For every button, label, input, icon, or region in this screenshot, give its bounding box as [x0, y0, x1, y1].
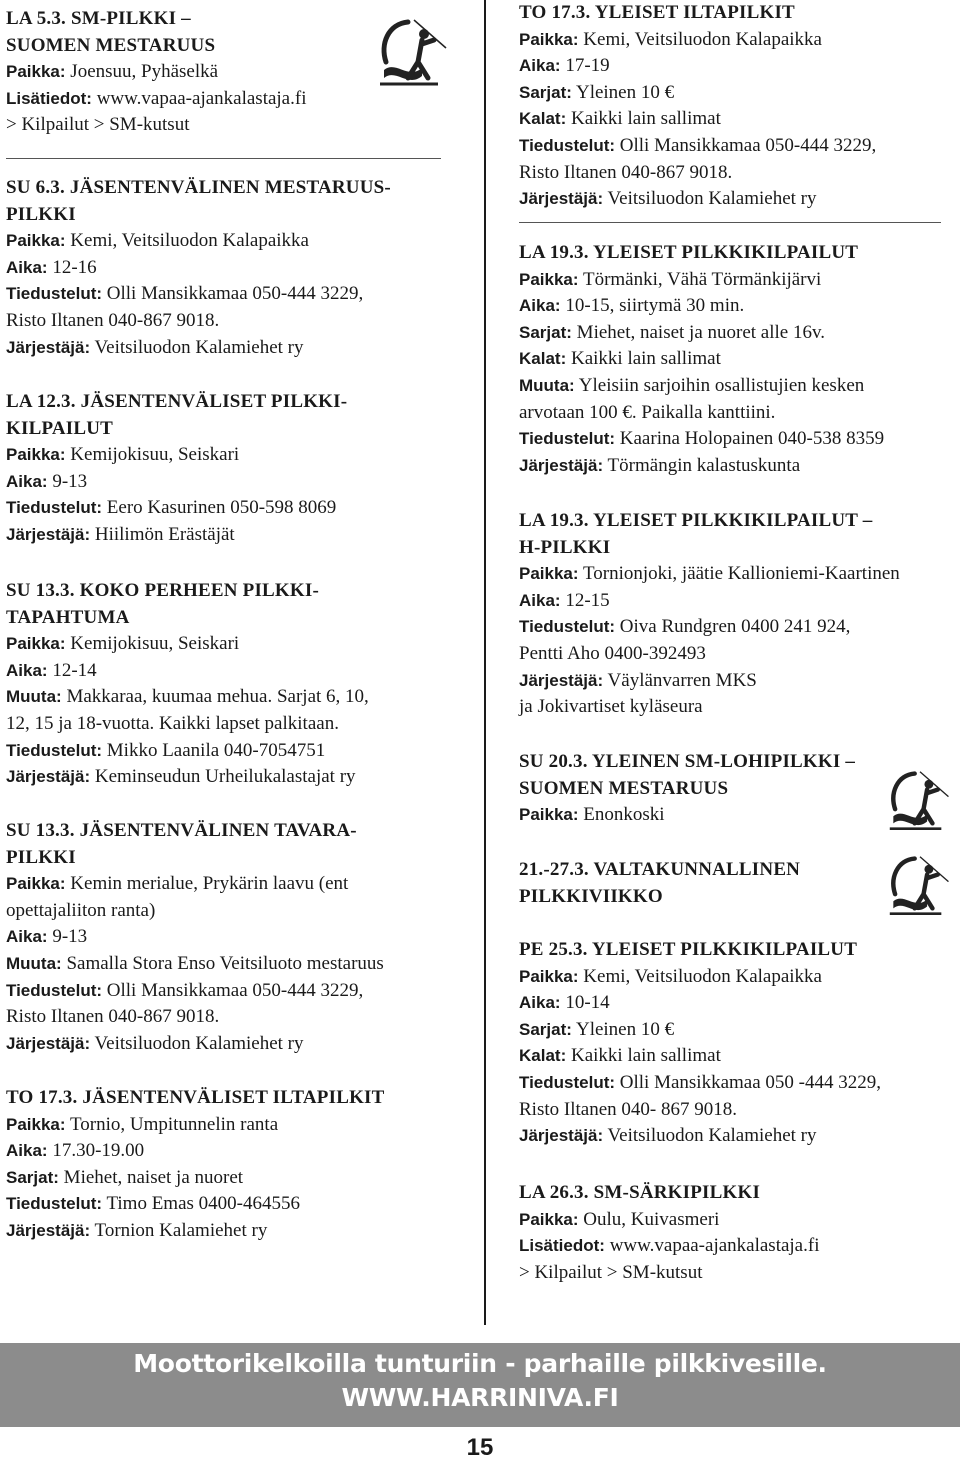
- field-value: Veitsiluodon Kalamiehet ry: [94, 336, 304, 358]
- field-label: Järjestäjä:: [6, 524, 91, 544]
- section-divider: [519, 222, 941, 223]
- field-label: Paikka:: [6, 62, 66, 82]
- field-value: Eero Kasurinen 050-598 8069: [106, 497, 337, 519]
- field-value: Makkaraa, kuumaa mehua. Sarjat 6, 10,: [66, 686, 369, 708]
- field-value: Olli Mansikkamaa 050-444 3229,: [106, 283, 364, 305]
- event-detail: [519, 346, 884, 373]
- event-detail: [519, 1207, 819, 1234]
- event-detail: [6, 495, 347, 522]
- field-label: Tiedustelut:: [519, 1072, 616, 1092]
- event-detail: [6, 442, 347, 469]
- event-detail: [519, 1233, 819, 1260]
- field-label: Aika:: [519, 590, 561, 610]
- field-label: Paikka:: [6, 1114, 66, 1134]
- event-title: PILKKI: [6, 203, 76, 225]
- field-label: Tiedustelut:: [6, 498, 103, 518]
- event-detail: [6, 1031, 384, 1058]
- field-value: 10-14: [565, 992, 610, 1014]
- field-label: Paikka:: [519, 564, 579, 584]
- event-detail: [519, 1260, 819, 1287]
- event-detail: [6, 112, 306, 139]
- field-label: Järjestäjä:: [519, 455, 604, 475]
- event-detail: [519, 293, 884, 320]
- event-title: SU 13.3. JÄSENTENVÄLINEN TAVARA-: [6, 820, 357, 841]
- field-label: Järjestäjä:: [6, 337, 91, 357]
- field-value: > Kilpailut > SM-kutsut: [519, 1261, 703, 1283]
- event-detail: [519, 133, 876, 160]
- field-label: Muuta:: [6, 953, 62, 973]
- event-detail: [519, 1017, 881, 1044]
- field-value: Joensuu, Pyhäselkä: [70, 61, 219, 83]
- field-value: Oulu, Kuivasmeri: [583, 1208, 720, 1230]
- event-entry: [6, 578, 369, 791]
- field-value: Kemi, Veitsiluodon Kalapaikka: [70, 230, 309, 252]
- event-detail: [519, 267, 884, 294]
- event-detail: [519, 426, 884, 453]
- field-value: Kemin merialue, Prykärin laavu (ent: [70, 873, 349, 895]
- event-detail: [6, 1112, 385, 1139]
- event-title: TO 17.3. JÄSENTENVÄLISET ILTAPILKIT: [6, 1087, 385, 1108]
- event-title: PILKKIVIIKKO: [519, 885, 663, 907]
- event-entry: [6, 6, 306, 139]
- field-value: 9-13: [52, 470, 88, 492]
- field-value: Hiilimön Erästäjät: [94, 523, 235, 545]
- field-value: Tornio, Umpitunnelin ranta: [69, 1113, 279, 1135]
- event-title: LA 5.3. SM-PILKKI –: [6, 8, 191, 29]
- event-detail: [519, 53, 876, 80]
- event-detail: [519, 453, 884, 480]
- ice-fisher-icon: [888, 855, 952, 924]
- event-entry: [6, 818, 384, 1057]
- field-label: Paikka:: [6, 231, 66, 251]
- field-value: Kaikki lain sallimat: [570, 348, 721, 370]
- field-label: Järjestäjä:: [6, 1220, 91, 1240]
- event-title: SUOMEN MESTARUUS: [6, 34, 216, 56]
- event-title: LA 19.3. YLEISET PILKKIKILPAILUT –: [519, 510, 873, 531]
- event-detail: [519, 400, 884, 427]
- event-detail: [6, 59, 306, 86]
- field-value: 12-16: [52, 256, 97, 278]
- field-value: Veitsiluodon Kalamiehet ry: [94, 1032, 304, 1054]
- field-label: Tiedustelut:: [519, 429, 616, 449]
- field-value: Keminseudun Urheilukalastajat ry: [94, 766, 356, 788]
- field-value: Samalla Stora Enso Veitsiluoto mestaruus: [66, 952, 384, 974]
- ad-banner: [0, 1343, 960, 1427]
- field-label: Paikka:: [6, 445, 66, 465]
- column-divider: [484, 0, 486, 1325]
- event-detail: [6, 631, 369, 658]
- field-label: Aika:: [519, 56, 561, 76]
- field-label: Muuta:: [6, 687, 62, 707]
- field-label: Paikka:: [6, 634, 66, 654]
- event-detail: [6, 522, 347, 549]
- event-title: PILKKI: [6, 846, 76, 868]
- event-detail: [6, 86, 306, 113]
- field-value: Risto Iltanen 040-867 9018.: [6, 309, 220, 331]
- event-detail: [6, 281, 391, 308]
- field-value: Mikko Laanila 040-7054751: [106, 739, 326, 761]
- field-value: Veitsiluodon Kalamiehet ry: [607, 1125, 817, 1147]
- field-label: Aika:: [6, 1141, 48, 1161]
- field-value: Risto Iltanen 040-867 9018.: [6, 1006, 220, 1028]
- event-title: LA 12.3. JÄSENTENVÄLISET PILKKI-: [6, 391, 348, 412]
- event-entry: [519, 240, 884, 479]
- event-detail: [519, 106, 876, 133]
- event-detail: [6, 1165, 385, 1192]
- field-value: Risto Iltanen 040- 867 9018.: [519, 1098, 737, 1120]
- event-detail: [519, 80, 876, 107]
- field-value: Pentti Aho 0400-392493: [519, 642, 706, 664]
- field-value: Olli Mansikkamaa 050-444 3229,: [106, 979, 364, 1001]
- event-entry: [519, 749, 855, 829]
- ice-fisher-icon: [888, 770, 952, 839]
- field-label: Aika:: [6, 471, 48, 491]
- event-detail: [519, 668, 900, 695]
- field-label: Aika:: [519, 993, 561, 1013]
- field-label: Sarjat:: [6, 1167, 59, 1187]
- field-value: Miehet, naiset ja nuoret: [63, 1166, 244, 1188]
- page-number: 15: [466, 1434, 494, 1461]
- field-value: Kaarina Holopainen 040-538 8359: [619, 428, 885, 450]
- field-value: Olli Mansikkamaa 050 -444 3229,: [619, 1071, 881, 1093]
- event-detail: [519, 160, 876, 187]
- event-detail: [519, 964, 881, 991]
- field-value: 12-14: [52, 659, 97, 681]
- event-detail: [6, 228, 391, 255]
- event-detail: [6, 978, 384, 1005]
- field-value: 10-15, siirtymä 30 min.: [565, 295, 745, 317]
- field-label: Järjestäjä:: [519, 1126, 604, 1146]
- event-title: SU 6.3. JÄSENTENVÄLINEN MESTARUUS-: [6, 177, 391, 198]
- field-value: 12-15: [565, 589, 610, 611]
- event-entry: [6, 175, 391, 361]
- section-divider: [6, 158, 441, 159]
- event-detail: [519, 802, 855, 829]
- field-label: Kalat:: [519, 109, 567, 129]
- field-label: Järjestäjä:: [6, 767, 91, 787]
- event-detail: [519, 588, 900, 615]
- field-value: Kemi, Veitsiluodon Kalapaikka: [583, 28, 822, 50]
- event-detail: [519, 320, 884, 347]
- field-value: Yleinen 10 €: [575, 1018, 675, 1040]
- event-entry: [6, 1085, 385, 1245]
- field-label: Sarjat:: [519, 322, 572, 342]
- event-detail: [6, 469, 347, 496]
- event-detail: [519, 1043, 881, 1070]
- field-label: Järjestäjä:: [519, 189, 604, 209]
- field-label: Aika:: [6, 927, 48, 947]
- event-entry: [6, 389, 347, 549]
- field-value: Veitsiluodon Kalamiehet ry: [607, 188, 817, 210]
- field-label: Tiedustelut:: [6, 740, 103, 760]
- field-value: Enonkoski: [583, 804, 665, 826]
- field-value: Miehet, naiset ja nuoret alle 16v.: [576, 321, 825, 343]
- field-value[interactable]: www.vapaa-ajankalastaja.fi: [96, 87, 307, 109]
- event-title: KILPAILUT: [6, 417, 114, 439]
- event-entry: [519, 857, 800, 910]
- event-entry: [519, 1180, 819, 1286]
- event-detail: [6, 308, 391, 335]
- field-value[interactable]: www.vapaa-ajankalastaja.fi: [609, 1235, 820, 1257]
- field-value: Kemi, Veitsiluodon Kalapaikka: [583, 965, 822, 987]
- event-title: LA 19.3. YLEISET PILKKIKILPAILUT: [519, 242, 859, 263]
- event-detail: [6, 335, 391, 362]
- field-label: Aika:: [519, 296, 561, 316]
- event-detail: [6, 684, 369, 711]
- event-detail: [519, 694, 900, 721]
- event-detail: [519, 186, 876, 213]
- event-entry: [519, 937, 881, 1150]
- field-label: Tiedustelut:: [519, 135, 616, 155]
- event-detail: [6, 951, 384, 978]
- event-entry: [519, 508, 900, 721]
- event-detail: [6, 711, 369, 738]
- event-detail: [6, 871, 384, 898]
- event-detail: [519, 641, 900, 668]
- event-detail: [519, 614, 900, 641]
- event-detail: [6, 1218, 385, 1245]
- event-detail: [519, 561, 900, 588]
- field-value: Tornionjoki, jäätie Kallioniemi-Kaartinen: [582, 563, 900, 585]
- event-title: TO 17.3. YLEISET ILTAPILKIT: [519, 2, 795, 23]
- field-value: Yleinen 10 €: [575, 81, 675, 103]
- event-detail: [6, 658, 369, 685]
- event-detail: [519, 1097, 881, 1124]
- event-detail: [6, 1004, 384, 1031]
- field-label: Järjestäjä:: [519, 670, 604, 690]
- event-title: SUOMEN MESTARUUS: [519, 777, 729, 799]
- field-value: Risto Iltanen 040-867 9018.: [519, 161, 733, 183]
- field-label: Järjestäjä:: [6, 1033, 91, 1053]
- field-value: arvotaan 100 €. Paikalla kanttiini.: [519, 401, 776, 423]
- banner-slogan: Moottorikelkoilla tunturiin - parhaille pilkkivesille.: [133, 1349, 827, 1378]
- field-label: Sarjat:: [519, 1019, 572, 1039]
- field-value: Törmängin kalastuskunta: [607, 454, 801, 476]
- event-detail: [6, 738, 369, 765]
- field-value: Oiva Rundgren 0400 241 924,: [619, 616, 851, 638]
- event-title: TAPAHTUMA: [6, 606, 130, 628]
- field-label: Paikka:: [519, 966, 579, 986]
- event-detail: [519, 373, 884, 400]
- event-detail: [6, 764, 369, 791]
- event-title: SU 20.3. YLEINEN SM-LOHIPILKKI –: [519, 751, 856, 772]
- field-label: Muuta:: [519, 375, 575, 395]
- field-value: Timo Emas 0400-464556: [106, 1193, 300, 1215]
- event-detail: [6, 898, 384, 925]
- field-value: > Kilpailut > SM-kutsut: [6, 114, 190, 136]
- event-detail: [6, 1138, 385, 1165]
- field-label: Paikka:: [519, 29, 579, 49]
- field-label: Sarjat:: [519, 82, 572, 102]
- event-detail: [519, 1070, 881, 1097]
- field-value: Kemijokisuu, Seiskari: [70, 633, 240, 655]
- field-label: Kalat:: [519, 349, 567, 369]
- field-value: Tornion Kalamiehet ry: [94, 1219, 268, 1241]
- field-value: Kemijokisuu, Seiskari: [70, 444, 240, 466]
- field-label: Paikka:: [519, 269, 579, 289]
- event-title: H-PILKKI: [519, 536, 611, 558]
- event-title: SU 13.3. KOKO PERHEEN PILKKI-: [6, 580, 320, 601]
- field-label: Tiedustelut:: [6, 980, 103, 1000]
- field-label: Kalat:: [519, 1046, 567, 1066]
- event-detail: [6, 1191, 385, 1218]
- field-value: 12, 15 ja 18-vuotta. Kaikki lapset palkitaan.: [6, 712, 339, 734]
- field-value: 9-13: [52, 926, 88, 948]
- field-label: Paikka:: [519, 805, 579, 825]
- field-label: Lisätiedot:: [519, 1236, 605, 1256]
- event-title: LA 26.3. SM-SÄRKIPILKKI: [519, 1182, 761, 1203]
- field-label: Tiedustelut:: [519, 617, 616, 637]
- event-title: PE 25.3. YLEISET PILKKIKILPAILUT: [519, 939, 858, 960]
- ice-fisher-icon: [378, 18, 450, 95]
- event-detail: [6, 255, 391, 282]
- event-detail: [519, 27, 876, 54]
- field-label: Lisätiedot:: [6, 88, 92, 108]
- field-value: Törmänki, Vähä Törmänkijärvi: [582, 268, 822, 290]
- field-value: ja Jokivartiset kyläseura: [519, 696, 703, 718]
- event-detail: [519, 1123, 881, 1150]
- field-value: Väylänvarren MKS: [607, 669, 757, 691]
- field-label: Paikka:: [519, 1209, 579, 1229]
- field-value: Kaikki lain sallimat: [570, 1045, 721, 1067]
- field-label: Tiedustelut:: [6, 284, 103, 304]
- event-entry: [519, 0, 876, 213]
- field-label: Aika:: [6, 660, 48, 680]
- event-detail: [519, 990, 881, 1017]
- event-title: 21.-27.3. VALTAKUNNALLINEN: [519, 859, 801, 880]
- field-value: Olli Mansikkamaa 050-444 3229,: [619, 134, 877, 156]
- field-value: Yleisiin sarjoihin osallistujien kesken: [578, 374, 865, 396]
- field-value: 17-19: [565, 55, 610, 77]
- field-label: Paikka:: [6, 874, 66, 894]
- banner-url[interactable]: WWW.HARRINIVA.FI: [341, 1383, 619, 1412]
- field-label: Tiedustelut:: [6, 1194, 103, 1214]
- field-label: Aika:: [6, 257, 48, 277]
- field-value: opettajaliiton ranta): [6, 899, 156, 921]
- event-detail: [6, 924, 384, 951]
- field-value: 17.30-19.00: [52, 1140, 145, 1162]
- field-value: Kaikki lain sallimat: [570, 108, 721, 130]
